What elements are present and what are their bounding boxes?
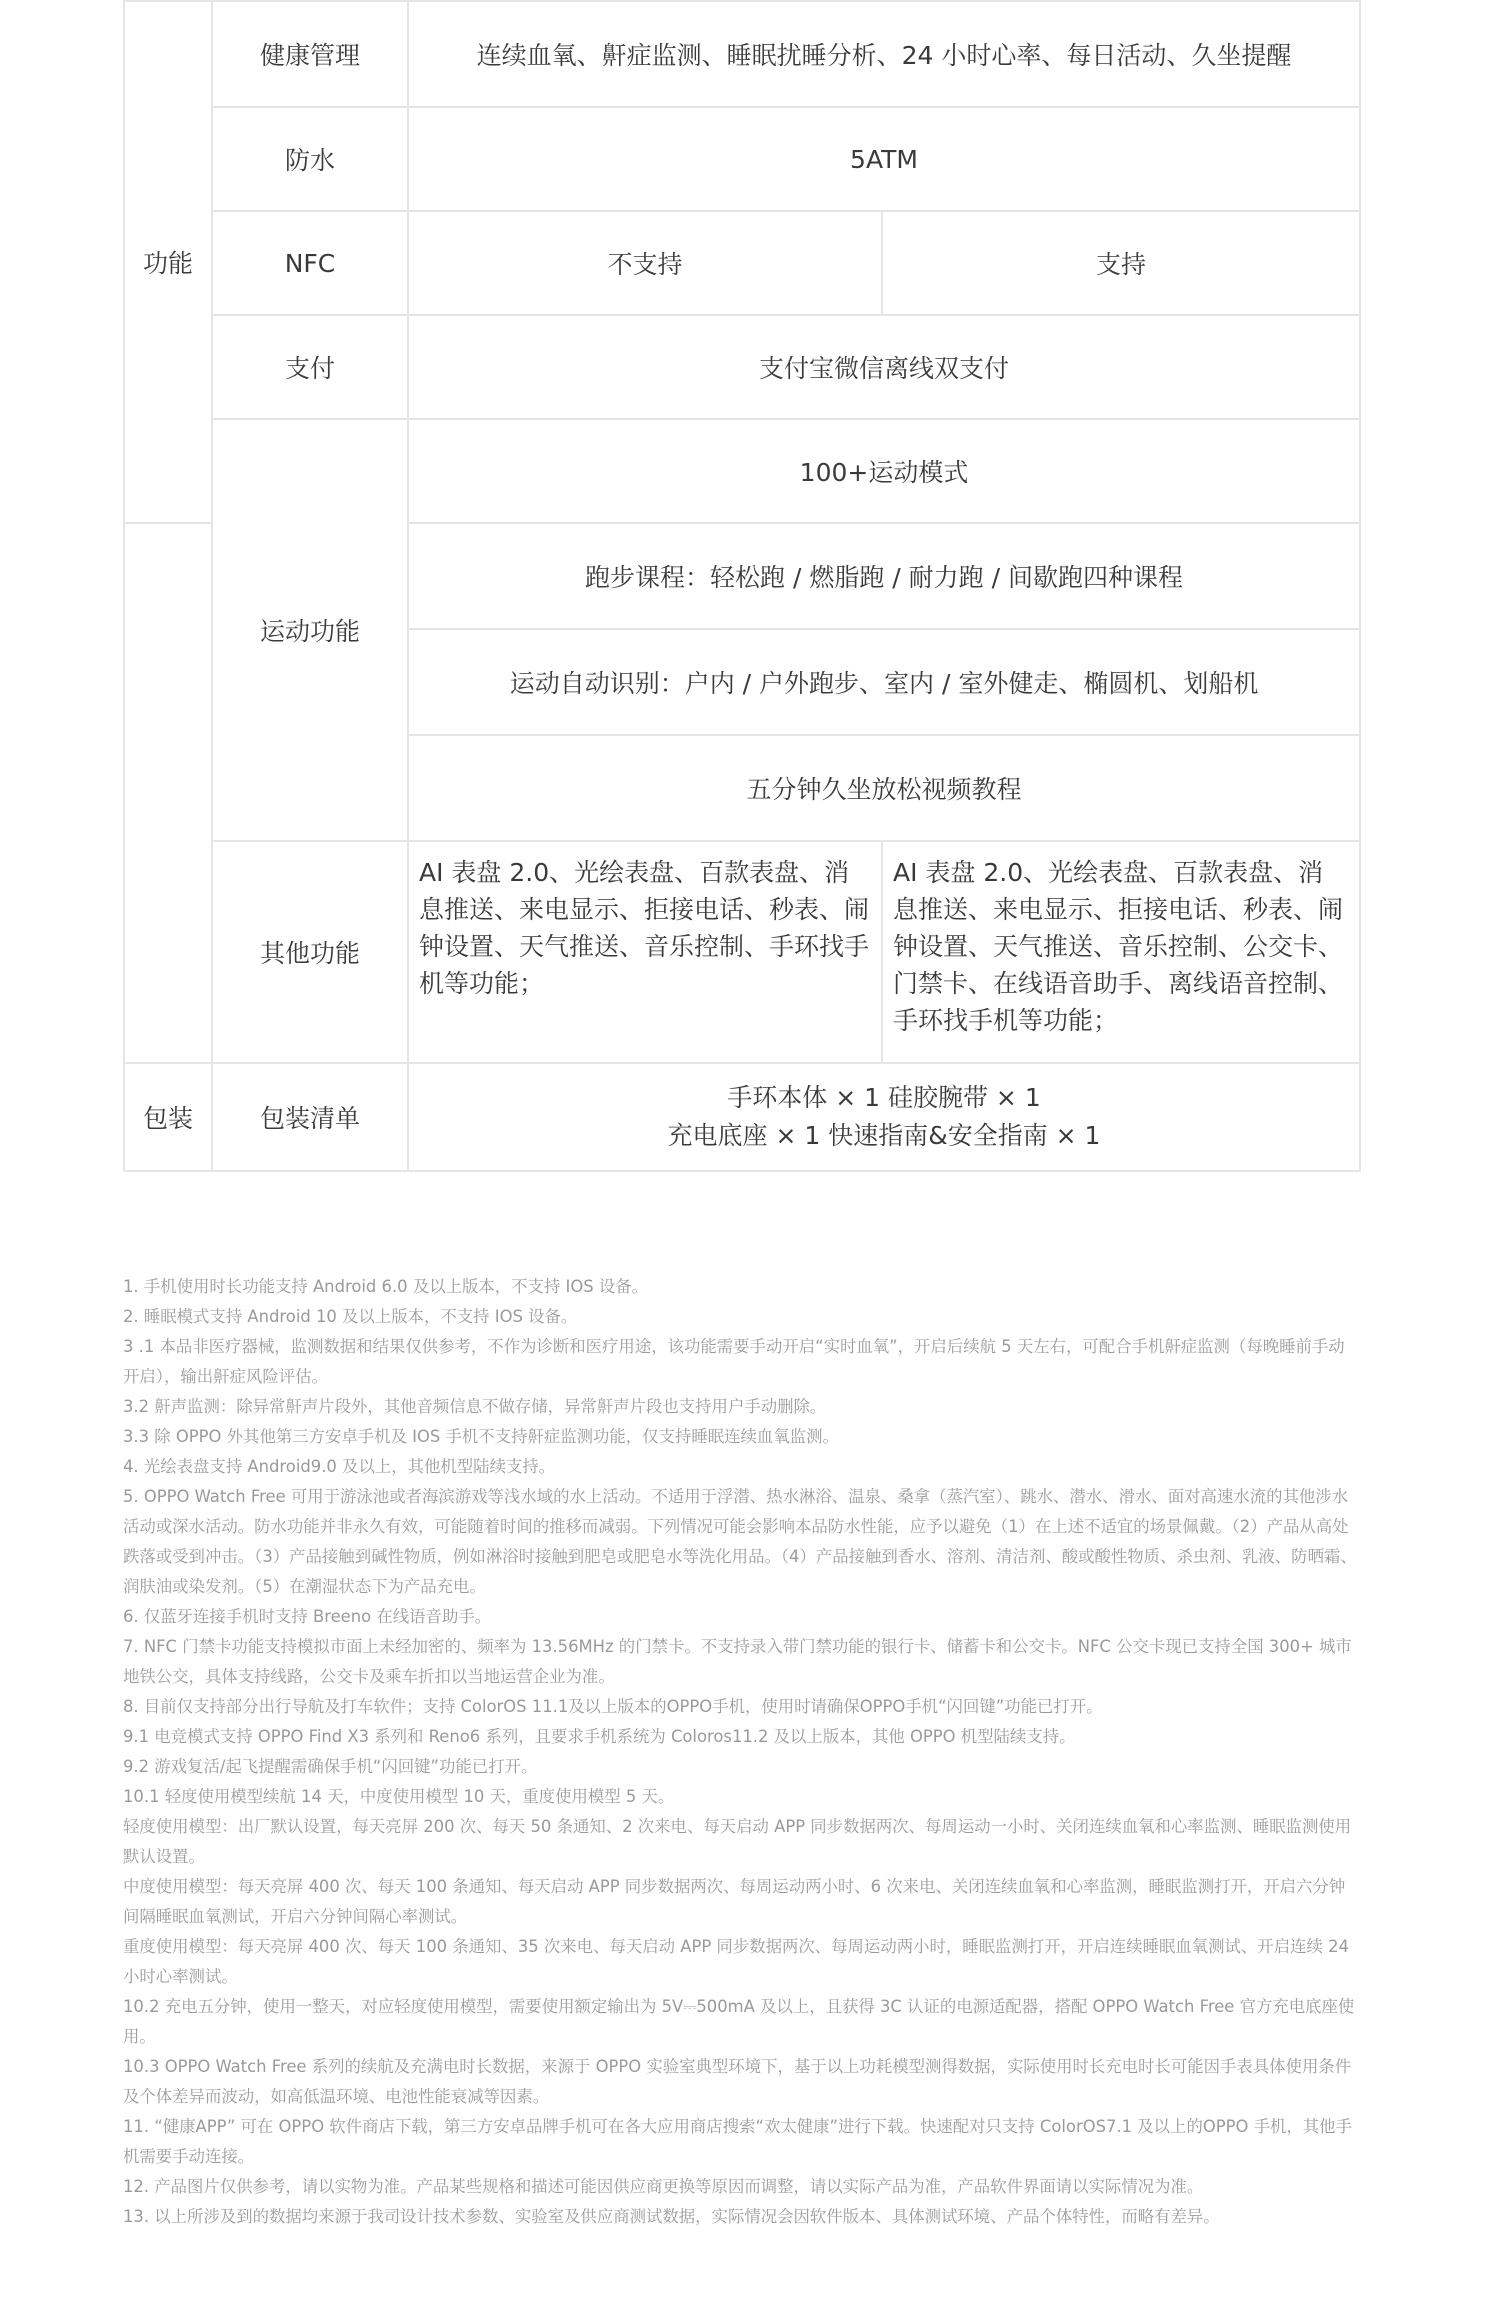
- group-function: 功能: [124, 1, 212, 523]
- footnote: 7. NFC 门禁卡功能支持模拟市面上未经加密的、频率为 13.56MHz 的门禁卡。不支持录入带门禁功能的银行卡、储蓄卡和公交卡。NFC 公交卡现已支持全国 300+ 城市地铁公交，具体支持线路，公交卡及乘车折扣以当地运营企业为准。: [123, 1637, 1352, 1686]
- footnote: 轻度使用模型：出厂默认设置，每天亮屏 200 次、每天 50 条通知、2 次来电、每天启动 APP 同步数据两次、每周运动一小时、关闭连续血氧和心率监测、睡眠监测使用默认设置。: [123, 1817, 1352, 1866]
- row-label-package: 包装清单: [212, 1063, 408, 1171]
- row-value-other-free: AI 表盘 2.0、光绘表盘、百款表盘、消息推送、来电显示、拒接电话、秒表、闹钟设置、天气推送、音乐控制、手环找手机等功能；: [408, 841, 882, 1063]
- table-row: [124, 1, 1360, 107]
- spec-table: [123, 0, 1361, 1172]
- row-value-sport-modes: 100+运动模式: [408, 419, 1360, 523]
- row-value-package: [408, 1063, 1360, 1171]
- footnote: 12. 产品图片仅供参考，请以实物为准。产品某些规格和描述可能因供应商更换等原因而调整，请以实际产品为准，产品软件界面请以实际情况为准。: [123, 2177, 1204, 2196]
- table-row: [124, 841, 1360, 1063]
- footnote: 5. OPPO Watch Free 可用于游泳池或者海滨游戏等浅水域的水上活动。不适用于浮潜、热水淋浴、温泉、桑拿（蒸汽室）、跳水、潜水、滑水、面对高速水流的其他涉水活动或深水活动。防水功能并非永久有效，可能随着时间的推移而减弱。下列情况可能会影响本品防水性能，应予以避免（1）在上述不适宜的场景佩戴。（2）产品从高处跌落或受到冲击。（3）产品接触到碱性物质，例如淋浴时接触到肥皂或肥皂水等洗化用品。（4）产品接触到香水、溶剂、清洁剂、酸或酸性物质、杀虫剂、乳液、防晒霜、润肤油或染发剂。（5）在潮湿状态下为产品充电。: [123, 1487, 1357, 1596]
- row-value-auto-detect: 运动自动识别：户内 / 户外跑步、室内 / 室外健走、椭圆机、划船机: [408, 629, 1360, 735]
- row-label-health: 健康管理: [212, 1, 408, 107]
- table-row: [124, 1063, 1360, 1171]
- package-line-1: 手环本体 × 1 硅胶腕带 × 1: [727, 1083, 1041, 1112]
- row-value-other-nfc: AI 表盘 2.0、光绘表盘、百款表盘、消息推送、来电显示、拒接电话、秒表、闹钟设置、天气推送、音乐控制、公交卡、门禁卡、在线语音助手、离线语音控制、手环找手机等功能；: [882, 841, 1360, 1063]
- footnote: 13. 以上所涉及到的数据均来源于我司设计技术参数、实验室及供应商测试数据，实际情况会因软件版本、具体测试环境、产品个体特性，而略有差异。: [123, 2207, 1220, 2226]
- row-label-waterproof: 防水: [212, 107, 408, 211]
- package-line-2: 充电底座 × 1 快速指南&安全指南 × 1: [667, 1121, 1101, 1150]
- footnote: 4. 光绘表盘支持 Android9.0 及以上，其他机型陆续支持。: [123, 1457, 556, 1476]
- row-label-sport: 运动功能: [212, 419, 408, 841]
- footnote: 10.3 OPPO Watch Free 系列的续航及充满电时长数据，来源于 OPPO 实验室典型环境下，基于以上功耗模型测得数据，实际使用时长充电时长可能因手表具体使用条件及个体差异而波动，如高低温环境、电池性能衰减等因素。: [123, 2057, 1352, 2106]
- row-label-pay: 支付: [212, 315, 408, 419]
- footnote: 9.1 电竞模式支持 OPPO Find X3 系列和 Reno6 系列，且要求手机系统为 Coloros11.2 及以上版本，其他 OPPO 机型陆续支持。: [123, 1727, 1076, 1746]
- row-value-nfc-free: 不支持: [408, 211, 882, 315]
- footnote: 8. 目前仅支持部分出行导航及打车软件；支持 ColorOS 11.1及以上版本的OPPO手机，使用时请确保OPPO手机“闪回键”功能已打开。: [123, 1697, 1103, 1716]
- table-row: [124, 419, 1360, 523]
- row-value-sedentary-video: 五分钟久坐放松视频教程: [408, 735, 1360, 841]
- footnote: 3 .1 本品非医疗器械，监测数据和结果仅供参考，不作为诊断和医疗用途，该功能需要手动开启“实时血氧”，开启后续航 5 天左右，可配合手机鼾症监测（每晚睡前手动开启），输出鼾症风险评估。: [123, 1337, 1345, 1386]
- row-value-run-course: 跑步课程：轻松跑 / 燃脂跑 / 耐力跑 / 间歇跑四种课程: [408, 523, 1360, 629]
- table-row: [124, 211, 1360, 315]
- row-label-other: 其他功能: [212, 841, 408, 1063]
- row-value-nfc-nfc: 支持: [882, 211, 1360, 315]
- table-row: [124, 107, 1360, 211]
- table-row: [124, 315, 1360, 419]
- footnote: 重度使用模型：每天亮屏 400 次、每天 100 条通知、35 次来电、每天启动 APP 同步数据两次、每周运动两小时，睡眠监测打开，开启连续睡眠血氧测试、开启连续 24 小时心率测试。: [123, 1937, 1349, 1986]
- footnote: 2. 睡眠模式支持 Android 10 及以上版本，不支持 IOS 设备。: [123, 1307, 578, 1326]
- group-package: 包装: [124, 1063, 212, 1171]
- footnote: 3.3 除 OPPO 外其他第三方安卓手机及 IOS 手机不支持鼾症监测功能，仅支持睡眠连续血氧监测。: [123, 1427, 839, 1446]
- footnote: 1. 手机使用时长功能支持 Android 6.0 及以上版本，不支持 IOS 设备。: [123, 1277, 649, 1296]
- row-value-waterproof: 5ATM: [408, 107, 1360, 211]
- footnote: 10.1 轻度使用模型续航 14 天，中度使用模型 10 天，重度使用模型 5 天。: [123, 1787, 675, 1806]
- footnote: 10.2 充电五分钟，使用一整天，对应轻度使用模型，需要使用额定输出为 5V⎓500mA 及以上，且获得 3C 认证的电源适配器，搭配 OPPO Watch Free 官方充电底座使用。: [123, 1997, 1355, 2046]
- footnote: 3.2 鼾声监测：除异常鼾声片段外，其他音频信息不做存储，异常鼾声片段也支持用户手动删除。: [123, 1397, 827, 1416]
- footnotes: [123, 1272, 1359, 2232]
- footnote: 中度使用模型：每天亮屏 400 次、每天 100 条通知、每天启动 APP 同步数据两次、每周运动两小时、6 次来电、关闭连续血氧和心率监测，睡眠监测打开，开启六分钟间隔睡眠血氧测试，开启六分钟间隔心率测试。: [123, 1877, 1346, 1926]
- row-value-health: 连续血氧、鼾症监测、睡眠扰睡分析、24 小时心率、每日活动、久坐提醒: [408, 1, 1360, 107]
- row-label-nfc: NFC: [212, 211, 408, 315]
- row-value-pay: 支付宝微信离线双支付: [408, 315, 1360, 419]
- footnote: 11. “健康APP” 可在 OPPO 软件商店下载，第三方安卓品牌手机可在各大应用商店搜索“欢太健康”进行下载。快速配对只支持 ColorOS7.1 及以上的OPPO 手机，其他手机需要手动连接。: [123, 2117, 1352, 2166]
- footnote: 9.2 游戏复活/起飞提醒需确保手机“闪回键”功能已打开。: [123, 1757, 538, 1776]
- group-function-spacer: [124, 523, 212, 1063]
- footnote: 6. 仅蓝牙连接手机时支持 Breeno 在线语音助手。: [123, 1607, 492, 1626]
